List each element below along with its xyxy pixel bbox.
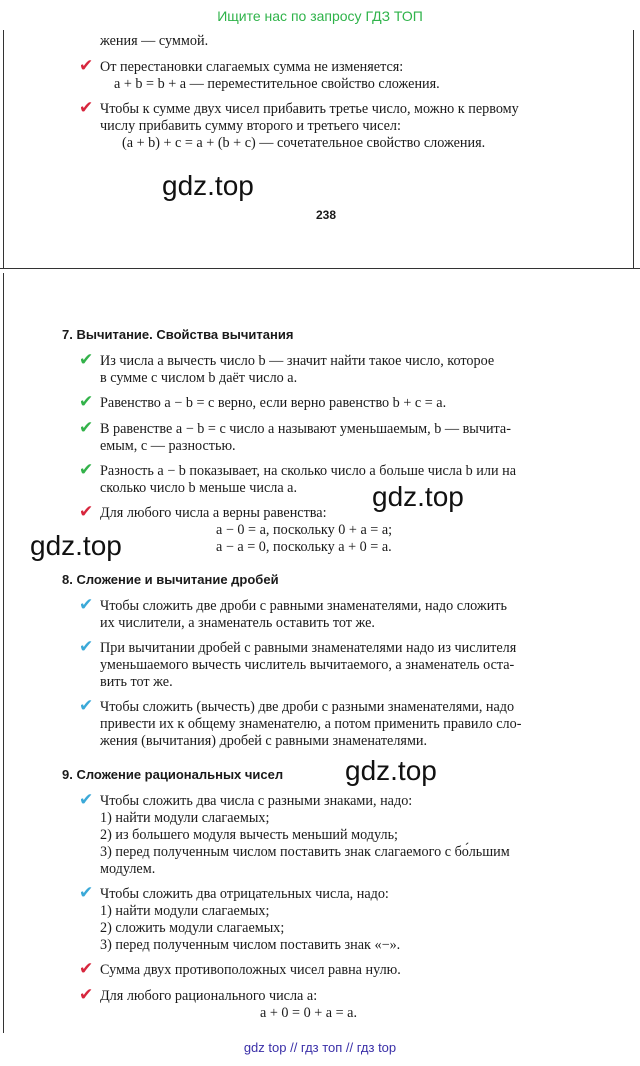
list-item: ✔ В равенстве a − b = c число a называют уменьшаемым, b — вычита- емым, c — разностью.	[79, 418, 511, 454]
list-item: ✔ Чтобы сложить два числа с разными знаками, надо: 1) найти модули слагаемых; 2) из большего модуля вычесть меньший модуль; 3) перед полученным числом поставить знак слагаемого с бо́льшим модулем.	[79, 790, 510, 877]
list-item: ✔ Для любого рационального числа a: a + 0 = 0 + a = a.	[79, 985, 358, 1021]
watermark: gdz.top	[162, 170, 254, 201]
list-item: ✔ Чтобы сложить две дроби с равными знаменателями, надо сложить их числители, а знаменатель оставить тот же.	[79, 595, 507, 631]
list-item: ✔ Из числа a вычесть число b — значит найти такое число, которое в сумме с числом b даёт число a.	[79, 350, 495, 386]
list-item: ✔ Разность a − b показывает, на сколько число a больше числа b или на сколько число b меньше числа a.	[79, 460, 517, 496]
check-icon: ✔	[79, 350, 94, 370]
check-icon: ✔	[79, 392, 94, 412]
footer-links: gdz top // гдз топ // гдз top	[243, 1040, 397, 1055]
check-icon: ✔	[79, 502, 94, 522]
page-divider	[0, 268, 640, 269]
list-item: ✔ Чтобы сложить (вычесть) две дроби с разными знаменателями, надо привести их к общему знаменателю, а потом применить правило сло- жения (вычитания) дробей с равными знаменателями.	[79, 696, 522, 749]
check-icon: ✔	[79, 637, 94, 657]
list-item: ✔ Равенство a − b = c верно, если верно равенство b + c = a.	[79, 392, 447, 412]
page-border-left	[3, 30, 4, 268]
check-icon: ✔	[79, 418, 94, 438]
check-icon: ✔	[79, 696, 94, 716]
list-item: ✔ При вычитании дробей с равными знаменателями надо из числителя уменьшаемого вычесть числитель вычитаемого, а знаменатель оста- вить тот же.	[79, 637, 517, 690]
check-icon: ✔	[79, 985, 94, 1005]
check-icon: ✔	[79, 883, 94, 903]
page-border-right	[633, 30, 634, 268]
list-item: ✔ Для любого числа a верны равенства: a − 0 = a, поскольку 0 + a = a; a − a = 0, поскольку a + 0 = a.	[79, 502, 393, 555]
list-item: ✔ Чтобы к сумме двух чисел прибавить третье число, можно к первому числу прибавить сумму второго и третьего чисел: (a + b) + c = a + (b + c) — сочетательное свойство сложения.	[79, 98, 519, 151]
list-item: ✔ От перестановки слагаемых сумма не изменяется: a + b = b + a — переместительное свойство сложения.	[79, 56, 440, 92]
list-item: ✔ Сумма двух противоположных чисел равна нулю.	[79, 959, 401, 979]
search-banner: Ищите нас по запросу ГДЗ ТОП	[217, 8, 423, 24]
list-item: ✔ Чтобы сложить два отрицательных числа, надо: 1) найти модули слагаемых; 2) сложить модули слагаемых; 3) перед полученным числом поставить знак «−».	[79, 883, 401, 953]
check-icon: ✔	[79, 595, 94, 615]
watermark: gdz.top	[30, 530, 122, 561]
check-icon: ✔	[79, 56, 94, 76]
top-fragment: жения — суммой.	[100, 33, 209, 49]
section-heading: 7. Вычитание. Свойства вычитания	[62, 327, 294, 342]
check-icon: ✔	[79, 959, 94, 979]
check-icon: ✔	[79, 98, 94, 118]
check-icon: ✔	[79, 790, 94, 810]
page-border-left	[3, 273, 4, 1033]
check-icon: ✔	[79, 460, 94, 480]
page-number: 238	[316, 208, 337, 222]
section-heading: 9. Сложение рациональных чисел	[62, 767, 284, 782]
watermark: gdz.top	[345, 755, 437, 786]
watermark: gdz.top	[372, 481, 464, 512]
section-heading: 8. Сложение и вычитание дробей	[62, 572, 279, 587]
